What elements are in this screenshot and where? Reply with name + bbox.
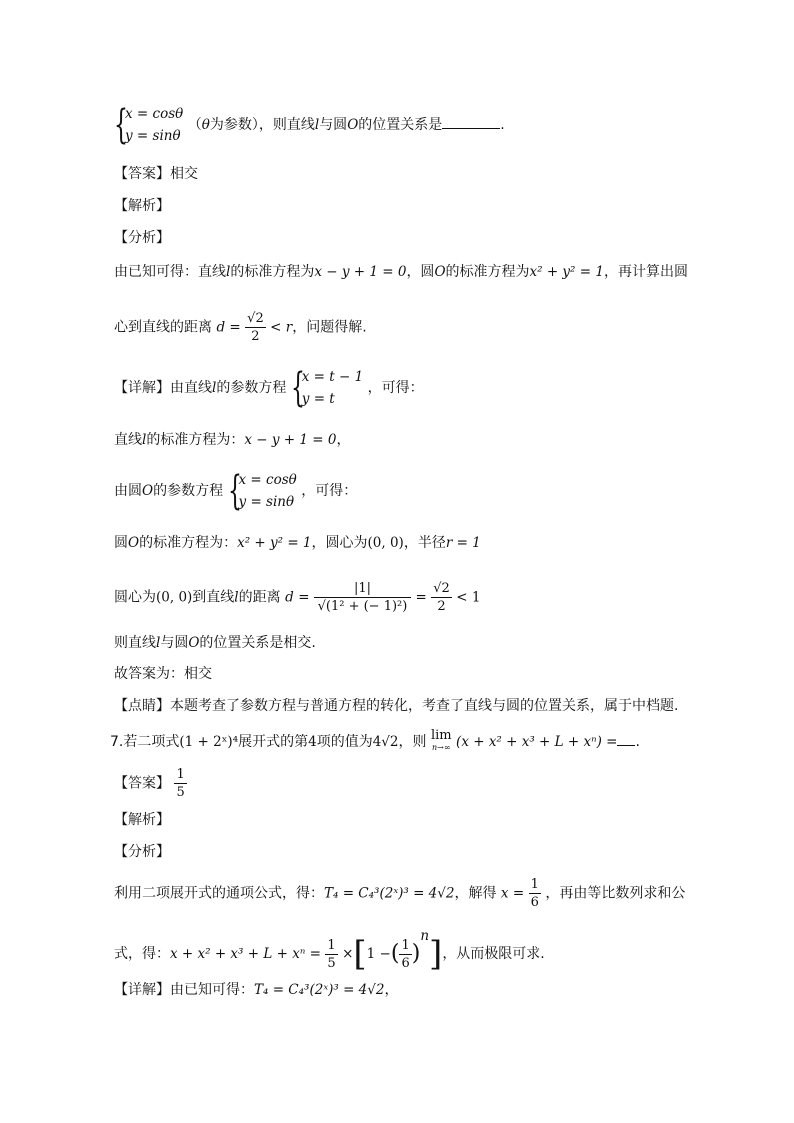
q6-detail-line1: 【详解】由直线l的参数方程 { x = t − 1 y = t ，可得： [114,365,424,411]
sqrt2-over-2-fraction-2: $\frac{√2}{2}$ [433,581,450,614]
q6-circle-std: 圆O的标准方程为：x² + y² = 1，圆心为(0, 0)，半径r = 1 [114,535,481,551]
brace-icon: { [290,365,305,411]
param-system-circle: { x = cosθ y = sinθ [114,102,184,148]
q7-answer: 【答案】 $\frac{1}{5}$ [114,767,185,800]
q7-analysis-label: 【解析】 [114,812,170,828]
q6-dianjing: 【点睛】本题考查了参数方程与普通方程的转化，考查了直线与圆的位置关系，属于中档题. [114,698,679,714]
q6-fenxi-line2: 心到直线的距离 d = $\frac{√2}{2}$ < r，问题得解. [114,311,367,344]
answer-fraction: $\frac{1}{5}$ [176,767,185,800]
q7-fenxi-label: 【分析】 [114,844,170,860]
brace-icon: { [227,468,242,514]
one-fifth-fraction: $\frac{1}{5}$ [327,937,336,971]
one-sixth-fraction: $\frac{1}{6}$ [401,937,410,971]
x-fraction: $\frac{1}{6}$ [530,877,539,910]
answer-blank-q7 [617,731,635,746]
q6-circle-param: 由圆O的参数方程 { x = cosθ y = sinθ ，可得： [114,468,358,514]
q6-line-std: 直线l的标准方程为：x − y + 1 = 0， [114,432,351,448]
q7-fenxi-line1: 利用二项展开式的通项公式，得：T₄ = C₄³(2ˣ)³ = 4√2，解得 x = $\frac{1}{6}$ ，再由等比数列求和公 [114,877,686,910]
q6-answer: 【答案】相交 [114,166,198,182]
q6-final-answer: 故答案为：相交 [114,666,212,682]
q6-analysis-label: 【解析】 [114,198,170,214]
q6-distance: 圆心为(0, 0)到直线l的距离 d = $\frac{|1|}{\text{√(1² + (− 1)²)}}$ = $\frac{√2}{2}$ < 1 [114,581,481,614]
limit-operator: lim n→∞ [430,728,452,752]
q7-detail: 【详解】由已知可得：T₄ = C₄³(2ˣ)³ = 4√2， [114,982,399,998]
brace-icon: { [114,102,128,148]
q6-conclusion: 则直线l与圆O的位置关系是相交. [114,635,316,651]
distance-fraction: $\frac{|1|}{\text{√(1² + (− 1)²)}}$ [314,580,411,615]
param-system-circle-2: { x = cosθ y = sinθ [227,468,297,514]
sqrt2-over-2-fraction: $\frac{√2}{2}$ [247,311,264,344]
q7-question: 7.若二项式(1 + 2ˣ)⁴展开式的第4项的值为4√2，则 lim n→∞ (x + x² + x³ + L + xⁿ) = . [110,728,640,752]
q6-fenxi-label: 【分析】 [114,230,170,246]
q6-fenxi-line1: 由已知可得：直线l的标准方程为x − y + 1 = 0，圆O的标准方程为x² + y² = 1，再计算出圆 [114,264,688,280]
param-system-line: { x = t − 1 y = t [290,365,364,411]
answer-blank [442,114,500,129]
q7-fenxi-line2: 式，得：x + x² + x³ + L + xⁿ = $\frac{1}{5}$ ×[1 −( $\frac{1}{6}$ )$^n$]，从而极限可求. [114,928,545,974]
intro-line: { x = cosθ y = sinθ （θ为参数），则直线l与圆O的位置关系是 . [114,102,505,148]
